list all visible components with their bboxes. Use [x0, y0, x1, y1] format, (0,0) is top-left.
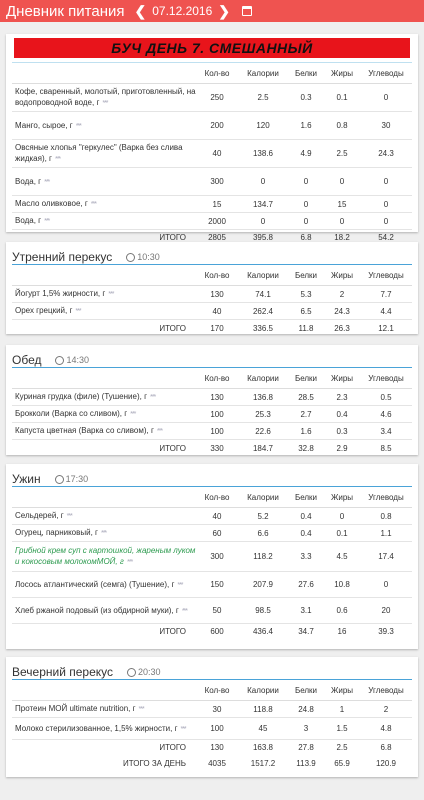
food-name-cell[interactable] [12, 718, 196, 740]
value-cell-p: 0.4 [288, 525, 324, 542]
clock-icon [127, 668, 136, 677]
total-cell-p: 6.8 [300, 233, 312, 243]
total-cell-p: 32.8 [298, 443, 314, 453]
more-icon[interactable]: *** [100, 530, 107, 537]
value-cell-c: 0 [360, 213, 412, 230]
food-name[interactable]: Хлеб ржаной подовый (из обдирной муки), г [15, 605, 179, 615]
total-cell-cal: 436.4 [252, 627, 274, 637]
column-header: Жиры [324, 63, 360, 84]
total-row [12, 440, 412, 457]
column-header: Белки [288, 680, 324, 701]
food-row[interactable] [12, 213, 412, 230]
total-label: ИТОГО [159, 743, 186, 753]
value-cell-f: 2.5 [324, 140, 360, 168]
total-cell-c: 6.8 [380, 743, 392, 753]
food-name[interactable]: Огурец, парниковый, г [15, 528, 98, 537]
food-name-cell[interactable] [12, 196, 196, 213]
value-cell-q: 2000 [196, 213, 238, 230]
column-header: Жиры [324, 265, 360, 286]
total-label: ИТОГО [159, 443, 186, 453]
food-name[interactable]: Вода, г [15, 176, 42, 186]
value-cell-p: 5.3 [288, 286, 324, 303]
total-cell-q: 130 [210, 743, 224, 753]
meal-table [12, 487, 412, 640]
value-cell-cal: 98.5 [238, 598, 288, 624]
meal-table [12, 680, 412, 772]
value-cell-q: 50 [196, 598, 238, 624]
value-cell-c: 2 [360, 701, 412, 718]
grand-total-cell-f: 65.9 [334, 759, 350, 768]
food-name-cell[interactable] [12, 303, 196, 320]
value-cell-f: 24.3 [324, 303, 360, 320]
column-header: Кол-во [196, 63, 238, 84]
food-row[interactable] [12, 423, 412, 440]
grand-total-cell-cal: 1517.2 [250, 759, 276, 768]
more-icon[interactable]: *** [150, 394, 156, 401]
food-row[interactable] [12, 701, 412, 718]
column-header: Калории [238, 487, 288, 508]
food-row[interactable] [12, 389, 412, 406]
value-cell-f: 1.5 [324, 718, 360, 740]
more-icon[interactable]: *** [44, 218, 50, 225]
more-icon[interactable]: *** [156, 428, 163, 435]
meal-title: Обед [12, 353, 42, 367]
more-icon[interactable]: *** [126, 559, 132, 566]
value-cell-f: 0 [324, 168, 360, 196]
grand-total-cell-p: 113.9 [296, 759, 316, 768]
total-cell-p: 11.8 [298, 323, 314, 333]
column-header: Кол-во [196, 487, 238, 508]
value-cell-c: 17.4 [360, 542, 412, 572]
more-icon[interactable]: *** [181, 607, 188, 615]
food-name-cell[interactable] [12, 701, 196, 718]
food-name-cell[interactable] [12, 525, 196, 542]
more-icon[interactable]: *** [66, 513, 72, 520]
total-cell-c: 54.2 [378, 233, 394, 243]
value-cell-q: 100 [196, 423, 238, 440]
food-name[interactable]: Вода, г [15, 216, 42, 225]
column-header: Жиры [324, 680, 360, 701]
column-header: Углеводы [360, 680, 412, 701]
value-cell-c: 0 [360, 168, 412, 196]
value-cell-p: 0.4 [288, 508, 324, 525]
grand-total-label: ИТОГО ЗА ДЕНЬ [123, 759, 186, 768]
value-cell-f: 0.6 [324, 598, 360, 624]
meal-card-dinner [6, 464, 418, 649]
food-name-cell[interactable] [12, 84, 196, 112]
meal-table [12, 63, 412, 246]
value-cell-f: 15 [324, 196, 360, 213]
value-cell-f: 0.4 [324, 406, 360, 423]
value-cell-c: 4.4 [360, 303, 412, 320]
day-banner: БУЧ ДЕНЬ 7. СМЕШАННЫЙ [14, 38, 410, 58]
column-header: Жиры [324, 368, 360, 389]
column-header-name [12, 63, 196, 84]
value-cell-c: 0.8 [360, 508, 412, 525]
value-cell-cal: 118.8 [238, 701, 288, 718]
column-header: Углеводы [360, 368, 412, 389]
value-cell-cal: 136.8 [238, 389, 288, 406]
total-cell-f: 26.3 [334, 323, 350, 333]
total-cell-q: 600 [210, 627, 224, 637]
value-cell-cal: 74.1 [238, 286, 288, 303]
column-header-name [12, 487, 196, 508]
value-cell-q: 150 [196, 572, 238, 598]
food-name-cell[interactable] [12, 423, 196, 440]
total-row [12, 320, 412, 337]
more-icon[interactable]: *** [44, 178, 50, 186]
value-cell-p: 28.5 [288, 389, 324, 406]
food-name-cell[interactable] [12, 598, 196, 624]
total-cell-q: 2805 [208, 233, 226, 243]
food-name[interactable]: Орех грецкий, г [15, 306, 73, 315]
value-cell-q: 130 [196, 389, 238, 406]
value-cell-cal: 118.2 [238, 542, 288, 572]
total-cell-p: 34.7 [298, 627, 314, 637]
more-icon[interactable]: *** [90, 201, 96, 208]
value-cell-cal: 5.2 [238, 508, 288, 525]
total-cell-f: 2.9 [336, 443, 348, 453]
more-icon[interactable]: *** [54, 156, 61, 163]
meal-table [12, 368, 412, 457]
column-header: Белки [288, 63, 324, 84]
value-cell-q: 130 [196, 286, 238, 303]
value-cell-p: 1.6 [288, 423, 324, 440]
value-cell-f: 0.3 [324, 423, 360, 440]
value-cell-c: 24.3 [360, 140, 412, 168]
value-cell-q: 100 [196, 406, 238, 423]
food-name[interactable]: Протеин МОЙ ultimate nutrition, г [15, 704, 136, 713]
total-row [12, 624, 412, 640]
food-name-cell[interactable] [12, 406, 196, 423]
food-name[interactable]: Сельдерей, г [15, 511, 64, 520]
value-cell-c: 0 [360, 196, 412, 213]
food-name-cell[interactable] [12, 213, 196, 230]
meal-header [6, 242, 418, 264]
total-cell-cal: 163.8 [252, 743, 274, 753]
column-header: Кол-во [196, 680, 238, 701]
more-icon[interactable]: *** [102, 100, 108, 107]
column-header: Белки [288, 265, 324, 286]
value-cell-q: 40 [196, 508, 238, 525]
food-row[interactable] [12, 303, 412, 320]
value-cell-f: 0.1 [324, 525, 360, 542]
value-cell-p: 0 [288, 196, 324, 213]
value-cell-q: 40 [196, 303, 238, 320]
value-cell-cal: 120 [238, 112, 288, 140]
value-cell-c: 20 [360, 598, 412, 624]
meal-time: 10:30 [137, 252, 160, 262]
grand-total-cell-q: 4035 [208, 759, 226, 768]
value-cell-q: 300 [196, 168, 238, 196]
more-icon[interactable]: *** [75, 122, 81, 130]
value-cell-q: 250 [196, 84, 238, 112]
column-header: Калории [238, 368, 288, 389]
food-name[interactable]: Овсяные хлопья "геркулес" (Варка без слива жидкая), г [15, 143, 183, 163]
total-cell-c: 12.1 [378, 323, 394, 333]
top-bar [0, 0, 424, 22]
food-name[interactable]: Кофе, сваренный, молотый, приготовленный, на водопроводной воде, г [15, 87, 196, 107]
food-name[interactable]: Масло оливковое, г [15, 199, 88, 208]
more-icon[interactable]: *** [108, 291, 114, 298]
food-row[interactable] [12, 406, 412, 423]
meal-card-morning-snack [6, 242, 418, 334]
food-name-cell[interactable] [12, 140, 196, 168]
app-title: Дневник питания [6, 2, 125, 20]
value-cell-c: 0 [360, 572, 412, 598]
food-row[interactable] [12, 140, 412, 168]
column-header: Углеводы [360, 63, 412, 84]
value-cell-cal: 207.9 [238, 572, 288, 598]
food-name[interactable]: Молоко стерилизованное, 1,5% жирности, г [15, 723, 178, 733]
value-cell-cal: 262.4 [238, 303, 288, 320]
food-name-cell[interactable] [12, 542, 196, 572]
value-cell-p: 27.6 [288, 572, 324, 598]
more-icon[interactable]: *** [180, 725, 186, 733]
food-row[interactable] [12, 598, 412, 624]
food-name[interactable]: Грибной крем суп с картошкой, жареным луком и кокосовым молокомМОЙ, г [15, 546, 196, 566]
total-cell-cal: 395.8 [252, 233, 274, 243]
value-cell-c: 7.7 [360, 286, 412, 303]
total-cell-cal: 336.5 [252, 323, 274, 333]
more-icon[interactable]: *** [138, 706, 144, 713]
value-cell-f: 0.1 [324, 84, 360, 112]
value-cell-p: 0.3 [288, 84, 324, 112]
meal-title: Утренний перекус [12, 250, 113, 264]
meal-time: 17:30 [65, 474, 89, 484]
food-name-cell[interactable] [12, 286, 196, 303]
next-day-icon[interactable]: ❯ [218, 2, 231, 19]
value-cell-q: 300 [196, 542, 238, 572]
meal-time: 20:30 [138, 667, 161, 677]
food-row[interactable] [12, 542, 412, 572]
value-cell-f: 10.8 [324, 572, 360, 598]
total-label: ИТОГО [159, 233, 186, 243]
value-cell-cal: 25.3 [238, 406, 288, 423]
food-name-cell[interactable] [12, 389, 196, 406]
value-cell-p: 3.1 [288, 598, 324, 624]
food-name[interactable]: Йогурт 1,5% жирности, г [15, 289, 106, 298]
total-label: ИТОГО [159, 323, 186, 333]
value-cell-q: 40 [196, 140, 238, 168]
food-row[interactable] [12, 196, 412, 213]
total-label: ИТОГО [159, 627, 186, 637]
value-cell-c: 0 [360, 84, 412, 112]
calendar-icon[interactable] [242, 6, 252, 16]
column-header: Белки [288, 368, 324, 389]
total-cell-c: 39.3 [378, 627, 394, 637]
value-cell-p: 4.9 [288, 140, 324, 168]
food-row[interactable] [12, 168, 412, 196]
food-name-cell[interactable] [12, 508, 196, 525]
column-header: Жиры [324, 487, 360, 508]
value-cell-p: 3 [288, 718, 324, 740]
meal-card-lunch [6, 345, 418, 455]
food-row[interactable] [12, 572, 412, 598]
value-cell-f: 0.8 [324, 112, 360, 140]
value-cell-cal: 22.6 [238, 423, 288, 440]
food-row[interactable] [12, 84, 412, 112]
value-cell-q: 200 [196, 112, 238, 140]
column-header: Калории [238, 680, 288, 701]
value-cell-c: 4.8 [360, 718, 412, 740]
value-cell-f: 0 [324, 508, 360, 525]
clock-icon [55, 356, 64, 365]
meal-header [6, 657, 418, 679]
value-cell-cal: 2.5 [238, 84, 288, 112]
value-cell-cal: 6.6 [238, 525, 288, 542]
total-cell-f: 16 [337, 627, 347, 637]
value-cell-f: 2 [324, 286, 360, 303]
value-cell-p: 6.5 [288, 303, 324, 320]
food-name[interactable]: Лосось атлантический (семга) (Тушение), г [15, 579, 175, 589]
column-header: Калории [238, 63, 288, 84]
value-cell-f: 1 [324, 701, 360, 718]
meal-header [6, 464, 418, 486]
food-name[interactable]: Капуста цветная (Варка со сливом), г [15, 426, 154, 435]
meal-time: 14:30 [66, 355, 90, 365]
value-cell-q: 100 [196, 718, 238, 740]
meal-title: Ужин [12, 472, 41, 486]
total-cell-cal: 184.7 [252, 443, 274, 453]
more-icon[interactable]: *** [130, 411, 136, 418]
value-cell-p: 2.7 [288, 406, 324, 423]
value-cell-c: 0.5 [360, 389, 412, 406]
value-cell-q: 30 [196, 701, 238, 718]
value-cell-c: 1.1 [360, 525, 412, 542]
total-cell-p: 27.8 [298, 743, 314, 753]
value-cell-p: 0 [288, 168, 324, 196]
column-header: Калории [238, 265, 288, 286]
value-cell-cal: 134.7 [238, 196, 288, 213]
value-cell-f: 0 [324, 213, 360, 230]
value-cell-c: 3.4 [360, 423, 412, 440]
grand-total-cell-c: 120.9 [375, 759, 397, 768]
meal-table [12, 265, 412, 337]
column-header-name [12, 680, 196, 701]
more-icon[interactable]: *** [177, 581, 183, 589]
food-name[interactable]: Манго, сырое, г [15, 120, 73, 130]
column-header-name [12, 368, 196, 389]
food-row[interactable] [12, 112, 412, 140]
current-date[interactable]: 07.12.2016 [152, 4, 213, 18]
value-cell-p: 1.6 [288, 112, 324, 140]
value-cell-q: 60 [196, 525, 238, 542]
clock-icon [55, 475, 64, 484]
value-cell-f: 2.3 [324, 389, 360, 406]
column-header: Кол-во [196, 265, 238, 286]
value-cell-cal: 45 [238, 718, 288, 740]
total-cell-f: 18.2 [334, 233, 350, 243]
column-header: Белки [288, 487, 324, 508]
value-cell-q: 15 [196, 196, 238, 213]
value-cell-cal: 0 [238, 168, 288, 196]
food-row[interactable] [12, 508, 412, 525]
column-header: Кол-во [196, 368, 238, 389]
value-cell-c: 30 [360, 112, 412, 140]
column-header: Углеводы [360, 487, 412, 508]
value-cell-cal: 0 [238, 213, 288, 230]
grand-total-row [12, 756, 412, 772]
total-cell-c: 8.5 [380, 443, 392, 453]
meal-card-breakfast [6, 34, 418, 243]
column-header-name [12, 265, 196, 286]
value-cell-cal: 138.6 [238, 140, 288, 168]
column-header: Углеводы [360, 265, 412, 286]
more-icon[interactable]: *** [75, 308, 81, 315]
total-cell-q: 330 [210, 443, 224, 453]
food-name-cell[interactable] [12, 572, 196, 598]
food-name[interactable]: Куриная грудка (филе) (Тушение), г [15, 392, 147, 401]
value-cell-p: 3.3 [288, 542, 324, 572]
value-cell-f: 4.5 [324, 542, 360, 572]
meal-card-evening-snack [6, 657, 418, 777]
total-cell-q: 170 [210, 323, 224, 333]
food-row[interactable] [12, 286, 412, 303]
clock-icon [126, 253, 135, 262]
total-cell-f: 2.5 [336, 743, 348, 753]
value-cell-c: 4.6 [360, 406, 412, 423]
food-name[interactable]: Брокколи (Варка со сливом), г [15, 409, 128, 418]
food-name-cell[interactable] [12, 112, 196, 140]
food-name-cell[interactable] [12, 168, 196, 196]
food-row[interactable] [12, 718, 412, 740]
total-row [12, 740, 412, 756]
meal-title: Вечерний перекус [12, 665, 114, 679]
meal-header [6, 345, 418, 367]
food-row[interactable] [12, 525, 412, 542]
value-cell-p: 24.8 [288, 701, 324, 718]
value-cell-p: 0 [288, 213, 324, 230]
prev-day-icon[interactable]: ❮ [134, 2, 147, 19]
